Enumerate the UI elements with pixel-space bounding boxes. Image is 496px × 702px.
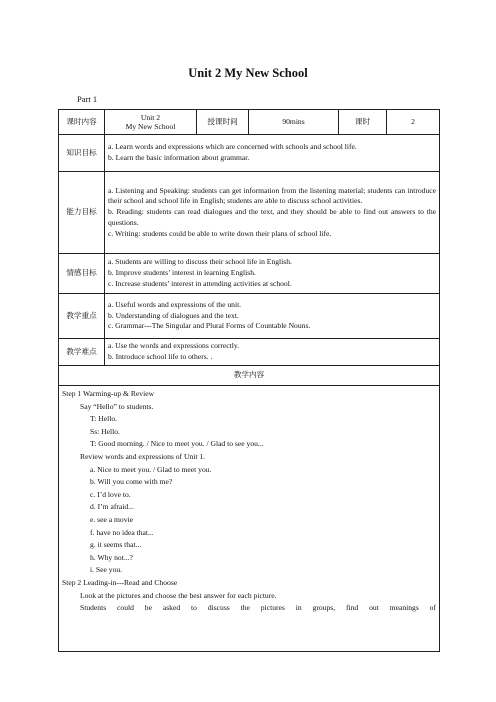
period-label: 课时 [339, 110, 387, 135]
row-content [105, 254, 440, 294]
review-item: f. have no idea that... [90, 527, 154, 537]
teaching-process-row [59, 386, 440, 652]
process-line: Students could be asked to discuss the pictures in groups, find out meanings of [80, 603, 436, 613]
review-item: b. Will you come with me? [90, 477, 173, 487]
row-line: b. Learn the basic information about grammar. [108, 153, 250, 162]
process-line: Say “Hello” to students. [80, 401, 154, 411]
row-line: c. Increase students’ interest in attending activities at school. [108, 278, 292, 288]
row-content [105, 339, 440, 366]
row-line: a. Use the words and expressions correctly. [108, 341, 240, 351]
lesson-plan-table [58, 109, 440, 652]
row-label: 知识目标 [59, 135, 105, 172]
review-item: h. Why not...? [90, 552, 133, 562]
process-line: Look at the pictures and choose the best answer for each picture. [80, 590, 277, 600]
row-label: 教学重点 [59, 294, 105, 339]
emotion-goals-row [59, 254, 440, 294]
teaching-process [59, 386, 440, 652]
process-line: T: Good morning. / Nice to meet you. / Glad to see you... [90, 439, 264, 449]
process-line: T: Hello. [90, 414, 118, 424]
lesson-content-label: 课时内容 [59, 110, 105, 135]
row-line: a. Listening and Speaking: students can get information from the listening material; students can introduce their school and school life in English; students are able to discuss school activities. [108, 185, 436, 206]
row-content [105, 135, 440, 172]
row-content [105, 294, 440, 339]
row-label: 教学难点 [59, 339, 105, 366]
row-line: a. Learn words and expressions which are concerned with schools and school life. [108, 142, 357, 152]
row-content [105, 172, 440, 254]
process-line: Review words and expressions of Unit 1. [80, 451, 206, 461]
row-line: a. Useful words and expressions of the unit. [108, 299, 242, 309]
row-label: 情感目标 [59, 254, 105, 294]
row-line: b. Understanding of dialogues and the text. [108, 310, 239, 320]
content-header: 教学内容 [59, 366, 440, 386]
review-item: i. See you. [90, 565, 123, 575]
row-line: c. Grammar---The Singular and Plural Forms of Countable Nouns. [108, 321, 311, 331]
teaching-time-label: 授课时间 [197, 110, 249, 135]
step-heading: Step 1 Warming-up & Review [62, 389, 155, 398]
row-label: 能力目标 [59, 172, 105, 254]
content-header-row [59, 366, 440, 386]
process-line: Ss: Hello. [90, 426, 120, 436]
step-heading: Step 2 Leading-in---Read and Choose [62, 577, 178, 587]
row-line: b. Improve students’ interest in learning English. [108, 268, 256, 278]
review-item: g. it seems that... [90, 540, 142, 550]
review-item: c. I’d love to. [90, 489, 131, 499]
difficult-points-row [59, 339, 440, 366]
row-line: a. Students are willing to discuss their school life in English. [108, 257, 292, 267]
row-line: c. Writing: students could be able to write down their plans of school life. [108, 228, 332, 238]
row-line: b. Reading: students can read dialogues and the text, and they should be able to find out answers to the questions. [108, 207, 436, 227]
key-points-row [59, 294, 440, 339]
knowledge-goals-row [59, 135, 440, 172]
part-label: Part 1 [77, 94, 98, 104]
row-line: b. Introduce school life to others. . [108, 352, 213, 361]
header-row [59, 110, 440, 135]
teaching-time-value: 90mins [249, 110, 339, 135]
ability-goals-row [59, 172, 440, 254]
review-item: e. see a movie [90, 514, 134, 524]
document-title: Unit 2 My New School [188, 66, 308, 80]
review-item: d. I’m afraid... [90, 502, 134, 512]
lesson-content-value: Unit 2 My New School [105, 110, 197, 135]
period-value: 2 [387, 110, 440, 135]
review-item: a. Nice to meet you. / Glad to meet you. [90, 464, 212, 474]
